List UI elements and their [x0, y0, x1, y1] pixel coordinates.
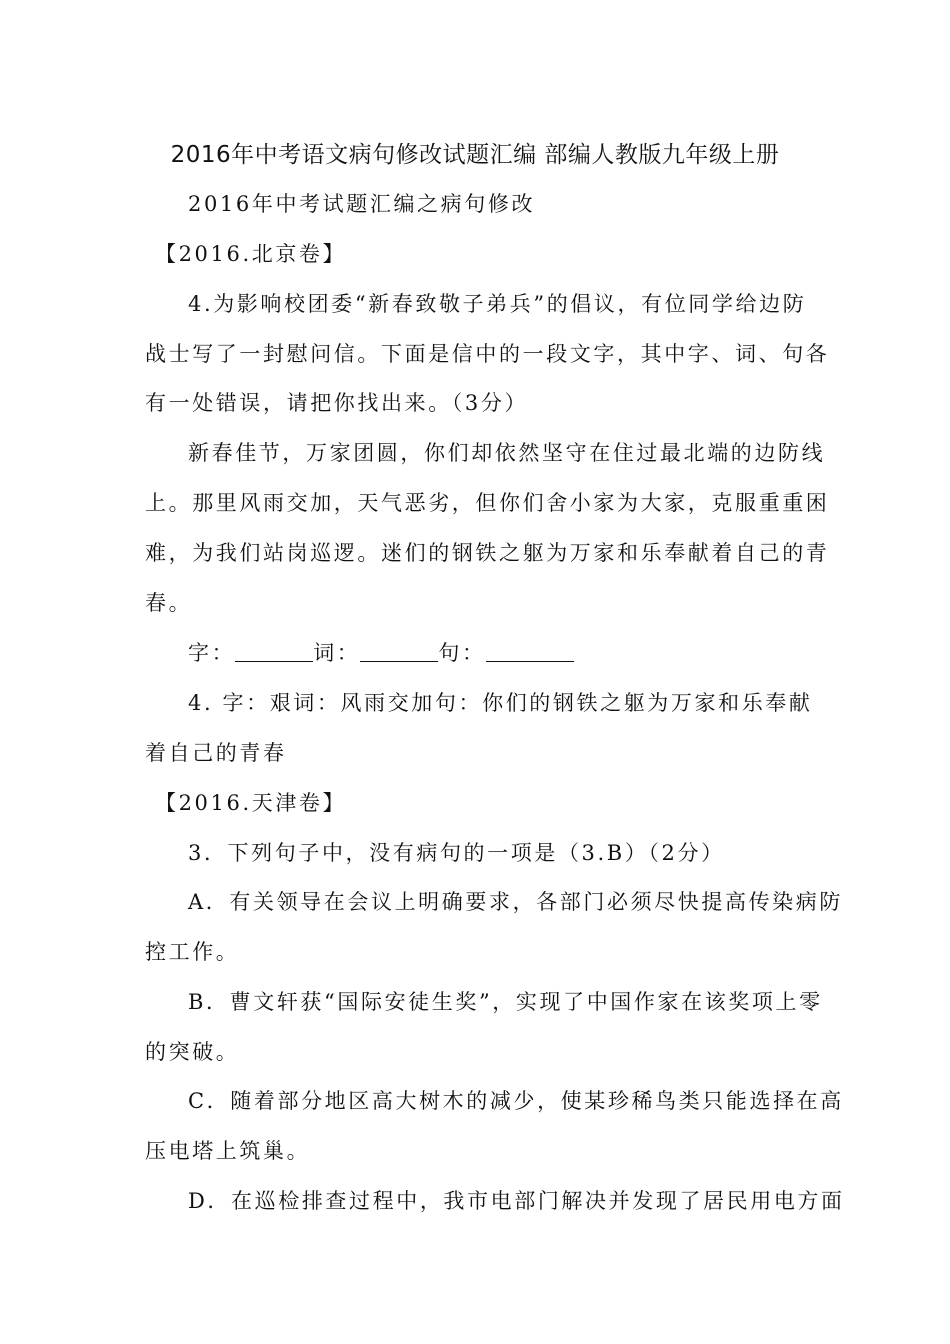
- option-a: A．有关领导在会议上明确要求，各部门必须尽快提高传染病防: [188, 890, 843, 914]
- option-b-cont: 的突破。: [145, 1040, 240, 1064]
- question-line: 有一处错误，请把你找出来。（3分）: [145, 391, 529, 415]
- option-a-cont: 控工作。: [145, 940, 240, 964]
- section-heading-tianjin: 【2016.天津卷】: [155, 791, 347, 815]
- question-line: 战士写了一封慰问信。下面是信中的一段文字，其中字、词、句各: [145, 342, 830, 366]
- blank-zi: [235, 643, 313, 662]
- option-c-cont: 压电塔上筑巢。: [145, 1139, 311, 1163]
- passage-line: 上。那里风雨交加，天气恶劣，但你们舍小家为大家，克服重重困: [145, 491, 830, 515]
- document-subtitle: 2016年中考试题汇编之病句修改: [188, 192, 536, 216]
- option-b: B．曹文轩获“国际安徒生奖”，实现了中国作家在该奖项上零: [188, 990, 823, 1014]
- option-c: C．随着部分地区高大树木的减少，使某珍稀鸟类只能选择在高: [188, 1089, 844, 1113]
- answer-blanks-row: [188, 637, 853, 667]
- blank-label-ju: 句：: [438, 641, 486, 665]
- blank-label-ci: 词：: [313, 641, 361, 665]
- blank-ju: [486, 643, 574, 662]
- option-d: D．在巡检排查过程中，我市电部门解决并发现了居民用电方面: [188, 1189, 845, 1213]
- answer-line: 着自己的青春: [145, 741, 287, 765]
- section-heading-beijing: 【2016.北京卷】: [155, 242, 347, 266]
- passage-line: 春。: [145, 591, 193, 615]
- blank-ci: [360, 643, 438, 662]
- document-title: 2016年中考语文病句修改试题汇编 部编人教版九年级上册: [170, 142, 780, 168]
- question-line: 4.为影响校团委“新春致敬子弟兵”的倡议，有位同学给边防: [188, 292, 807, 316]
- question-text: 3．下列句子中，没有病句的一项是（3.B）（2分）: [188, 841, 725, 865]
- passage-line: 新春佳节，万家团圆，你们却依然坚守在住过最北端的边防线: [188, 441, 826, 465]
- passage-line: 难，为我们站岗巡逻。迷们的钢铁之躯为万家和乐奉献着自己的青: [145, 541, 830, 565]
- answer-line: 4. 字：艰词：风雨交加句：你们的钢铁之躯为万家和乐奉献: [188, 691, 813, 715]
- blank-label-zi: 字：: [188, 641, 236, 665]
